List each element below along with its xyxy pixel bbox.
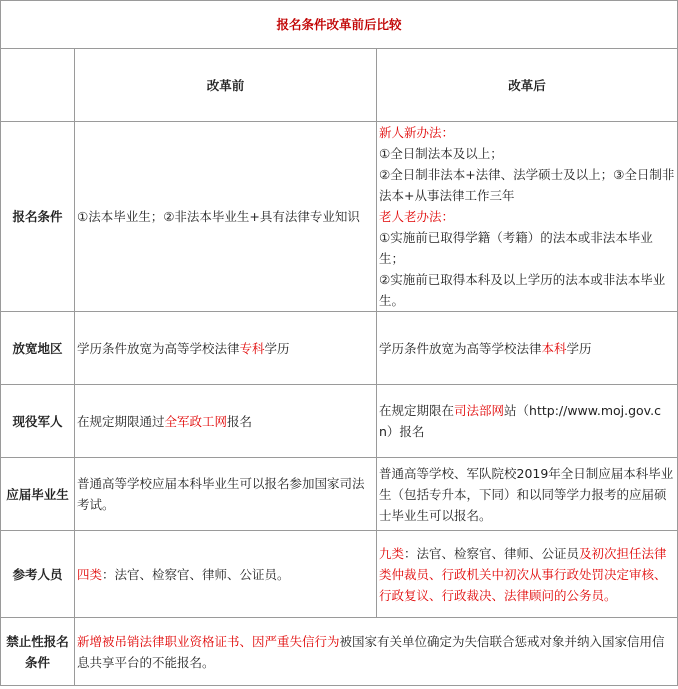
highlight-text: 新增被吊销法律职业资格证书、因严重失信行为 bbox=[77, 633, 340, 649]
highlight-text: 专科 bbox=[239, 340, 265, 356]
cell-merged bbox=[75, 618, 678, 686]
text: 站（http://www.moj.gov.cn）报名 bbox=[379, 403, 661, 439]
cell-after bbox=[377, 312, 678, 385]
row-label: 报名条件 bbox=[1, 122, 75, 312]
cell-before bbox=[75, 531, 377, 618]
title-row bbox=[1, 1, 678, 49]
text: ：法官、检察官、律师、公证员。 bbox=[102, 566, 290, 582]
highlight-text: 及初次担任法律类仲裁员、行政机关中初次从事行政处罚决定审核、行政复议、行政裁决、法律顾问的公务员。 bbox=[379, 545, 667, 603]
old-rule-2: ②实施前已取得本科及以上学历的法本或非法本毕业生。 bbox=[379, 272, 666, 308]
new-rule-1: ①全日制法本及以上； bbox=[379, 146, 503, 161]
highlight-text: 全军政工网 bbox=[164, 413, 228, 429]
text: 在规定期限通过 bbox=[77, 413, 165, 429]
text: 在规定期限在 bbox=[379, 403, 455, 418]
text: 学历条件放宽为高等学校法律 bbox=[379, 340, 542, 356]
old-rule-1: ①实施前已取得学籍（考籍）的法本或非法本毕业生； bbox=[379, 230, 653, 266]
cell-after bbox=[377, 385, 678, 458]
cell-after bbox=[377, 531, 678, 618]
row-label: 放宽地区 bbox=[1, 312, 75, 385]
row-label: 现役军人 bbox=[1, 385, 75, 458]
cell-before bbox=[75, 385, 377, 458]
table-row bbox=[1, 122, 678, 312]
header-blank bbox=[1, 49, 75, 122]
text: 被国家有关单位确定为失信联合惩戒对象并纳入国家信用信息共享平台的不能报名。 bbox=[77, 633, 665, 670]
text: 学历 bbox=[566, 340, 592, 356]
row-label: 禁止性报名条件 bbox=[1, 618, 75, 686]
cell-after: 普通高等学校、军队院校2019年全日制应届本科毕业生（包括专升本，下同）和以同等学力报考的应届硕士毕业生可以报名。 bbox=[377, 458, 678, 531]
old-rule-heading: 老人老办法： bbox=[379, 209, 455, 224]
highlight-text: 九类 bbox=[379, 545, 405, 561]
cell-after bbox=[377, 122, 678, 312]
header-row bbox=[1, 49, 678, 122]
cell-before: 普通高等学校应届本科毕业生可以报名参加国家司法考试。 bbox=[75, 458, 377, 531]
text: ：法官、检察官、律师、公证员 bbox=[404, 545, 580, 561]
table-row bbox=[1, 312, 678, 385]
highlight-text: 四类 bbox=[77, 566, 103, 582]
text: 学历 bbox=[264, 340, 290, 356]
text: 学历条件放宽为高等学校法律 bbox=[77, 340, 240, 356]
new-rule-heading: 新人新办法： bbox=[379, 125, 455, 140]
highlight-text: 司法部网 bbox=[454, 403, 505, 418]
new-rule-2: ②全日制非法本+法律、法学硕士及以上；③全日制非法本+从事法律工作三年 bbox=[379, 167, 675, 203]
table-title: 报名条件改革前后比较 bbox=[1, 1, 678, 49]
table-row bbox=[1, 385, 678, 458]
table-row bbox=[1, 531, 678, 618]
header-before: 改革前 bbox=[75, 49, 377, 122]
cell-before bbox=[75, 312, 377, 385]
table-row bbox=[1, 618, 678, 686]
cell-before: ①法本毕业生；②非法本毕业生+具有法律专业知识 bbox=[75, 122, 377, 312]
row-label: 参考人员 bbox=[1, 531, 75, 618]
text: 报名 bbox=[227, 413, 253, 429]
header-after: 改革后 bbox=[377, 49, 678, 122]
highlight-text: 本科 bbox=[541, 340, 567, 356]
row-label: 应届毕业生 bbox=[1, 458, 75, 531]
table-row bbox=[1, 458, 678, 531]
